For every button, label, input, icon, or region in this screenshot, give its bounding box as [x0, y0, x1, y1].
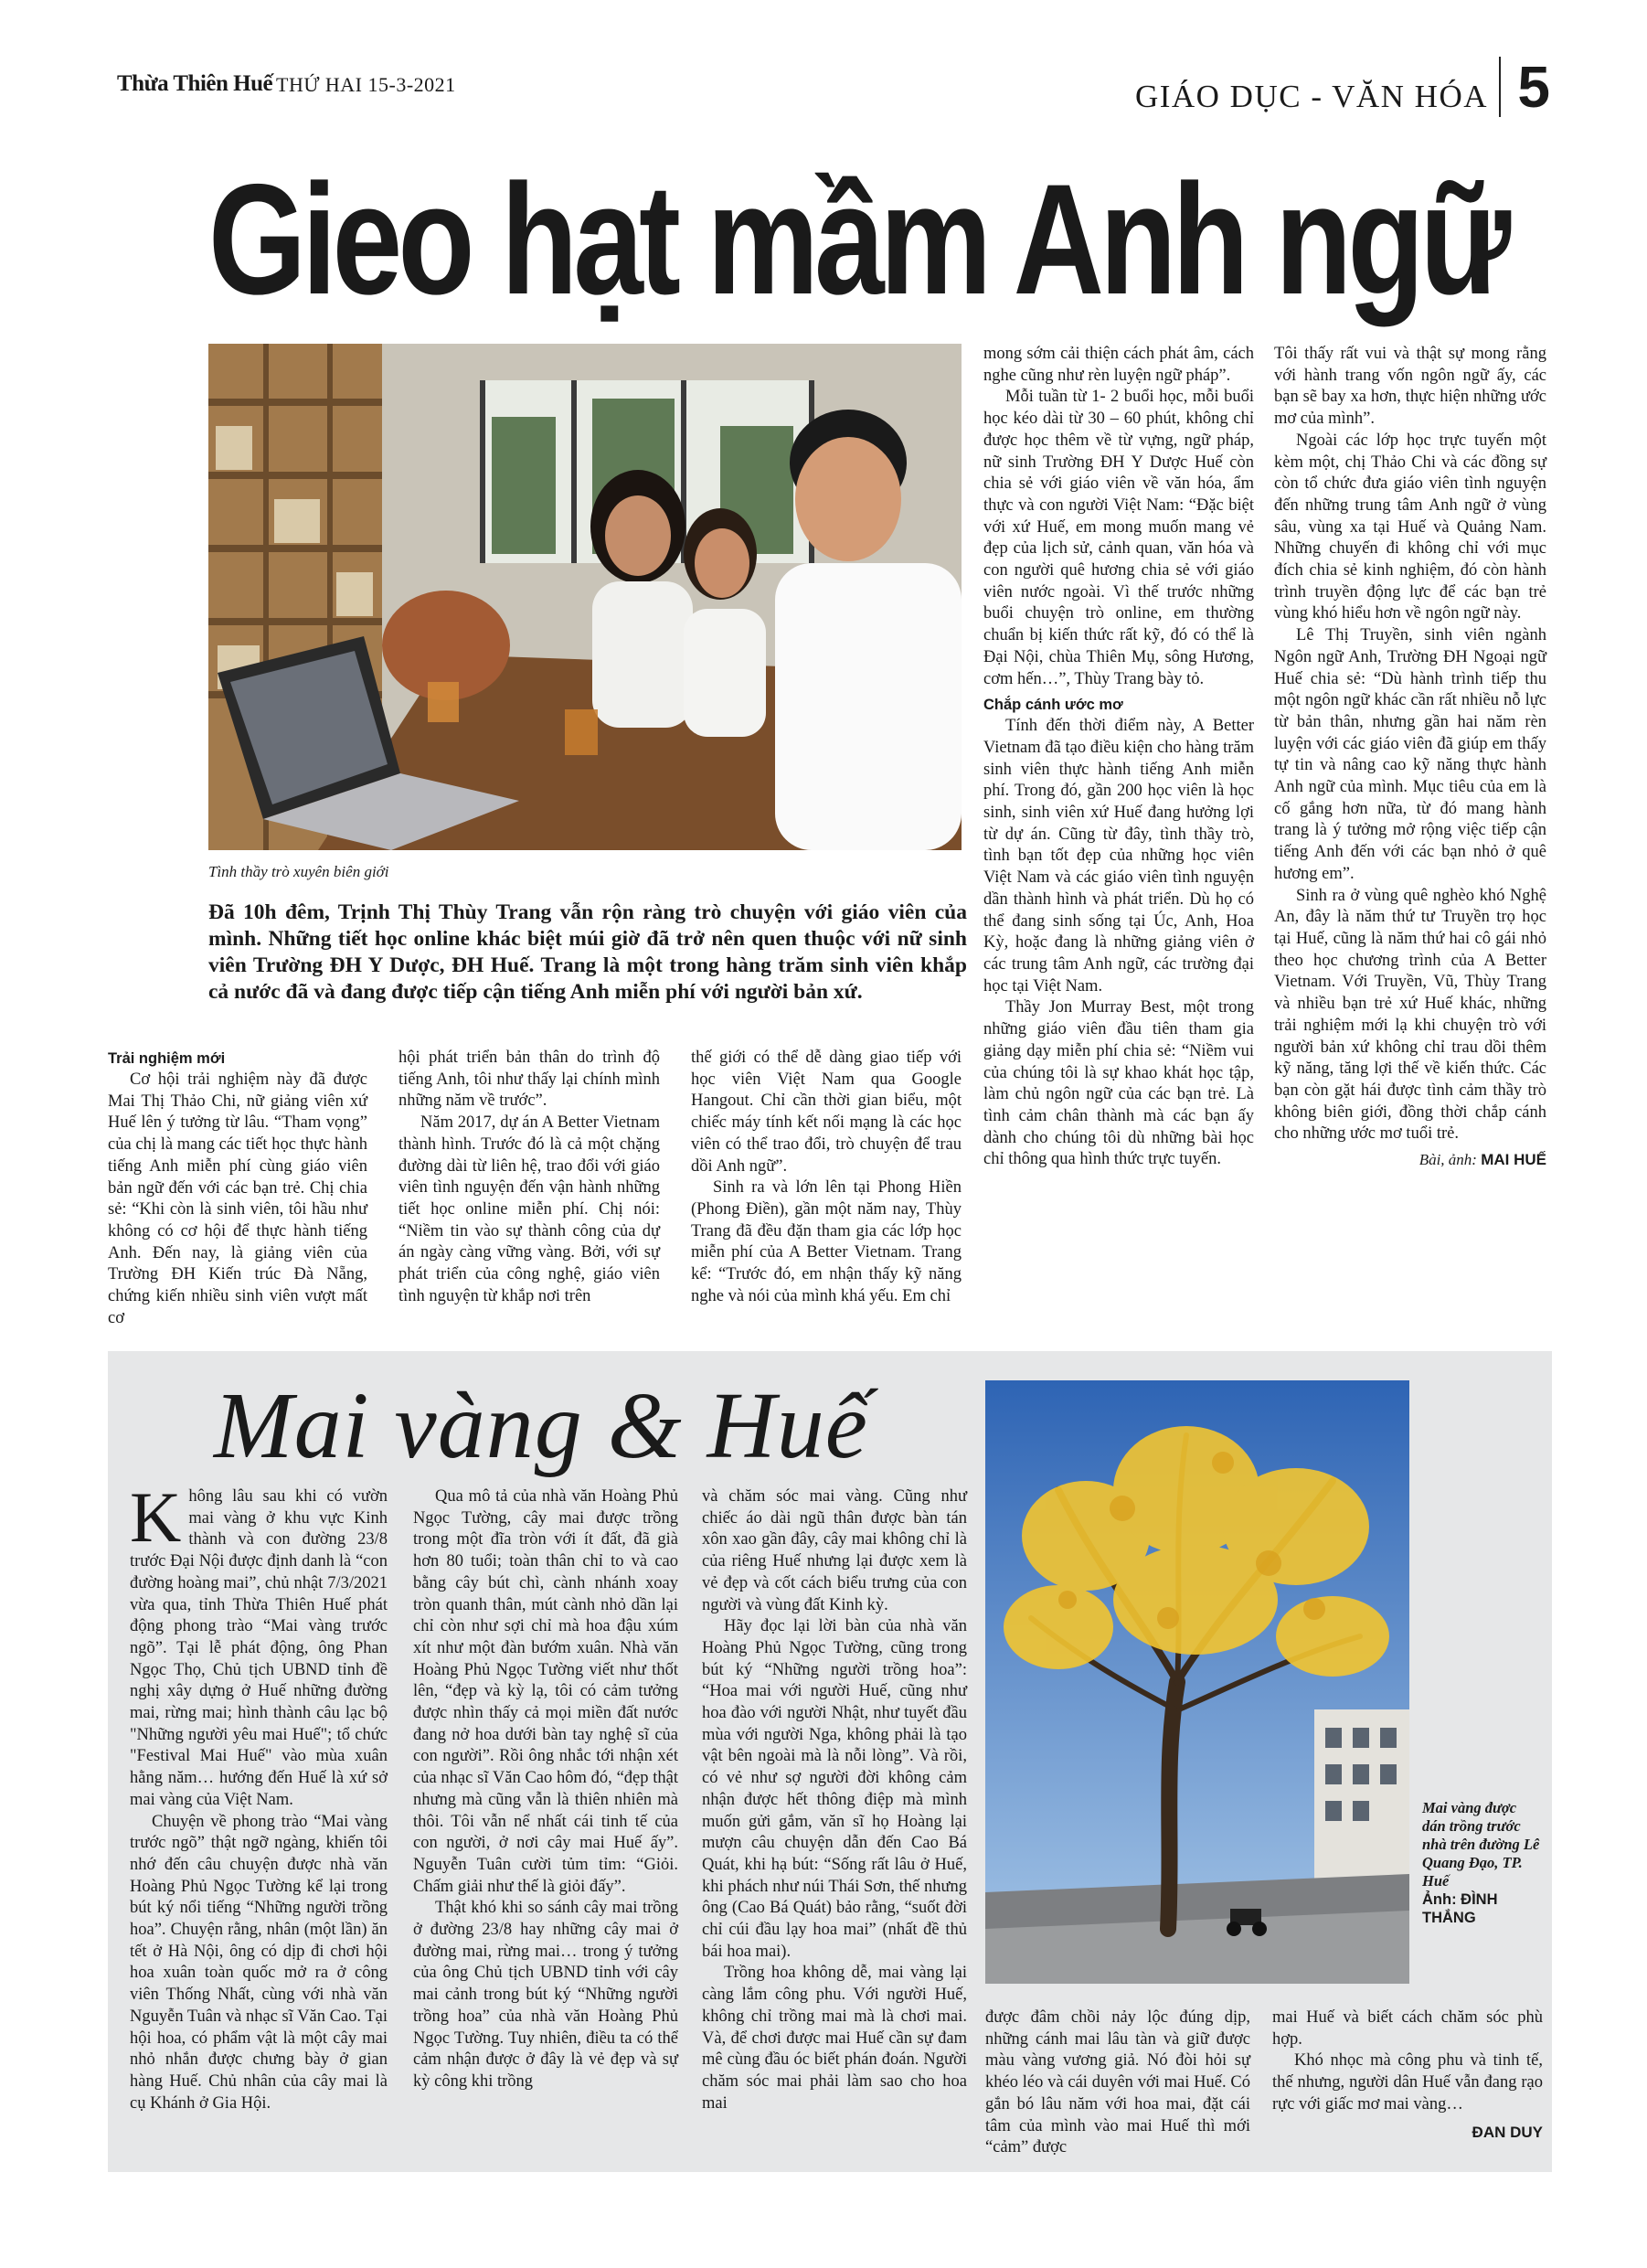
- paragraph: Hãy đọc lại lời bàn của nhà văn Hoàng Phủ Ngọc Tường, cũng trong bút ký “Những người trồng hoa”: “Hoa mai với người Huế, cũng như hoa đào với người Nhật, như tuyết đầu mùa với người Nga, không phải là tạo vật bên ngoài mà là nỗi lòng”. Và rồi, có vẻ như sợ người đời không cảm nhận được hết thông điệp mà mình muốn gửi gắm, văn sĩ họ Hoàng lại mượn câu chuyện dẫn đến Cao Bá Quát, khi hạ bút: “Sống rất lâu ở Huế, khi phách như núi Thái Sơn, thế nhưng ông (Cao Bá Quát) bảo rằng, “suốt đời chỉ cúi đầu lạy hoa mai” (nhất đề thủ bái hoa mai).: [702, 1617, 967, 1961]
- classroom-photo-illustration: [208, 344, 962, 850]
- photo-credit: [1422, 1890, 1543, 1927]
- paragraph: Chuyện về phong trào “Mai vàng trước ngõ” thật ngỡ ngàng, khiến tôi nhớ đến câu chuyện được nhà văn Hoàng Phủ Ngọc Tường kể lại trong bút ký nổi tiếng “Những người trồng hoa”. Chuyện rằng, nhân (một lần) ăn tết ở Hà Nội, ông có dịp đi chơi hội hoa xuân toàn quốc mở ra ở công viên Thống Nhất, cùng với nhà văn Nguyễn Tuân và nhạc sĩ Văn Cao. Tại hội hoa, có phẩm vật là một cây mai nhỏ nhắn được chưng bày ở gian hàng Huế. Chủ nhân của cây mai là cụ Khánh ở Gia Hội.: [130, 1812, 388, 2113]
- story1-column-3: [691, 1048, 962, 1307]
- paragraph: Tôi thấy rất vui và thật sự mong rằng với hành trang vốn ngôn ngữ ấy, các bạn sẽ bay xa hơn, thực hiện những ước mơ của mình”.: [1274, 345, 1546, 429]
- photo-caption: Tình thầy trò xuyên biên giới: [208, 863, 389, 880]
- byline: [1274, 1149, 1546, 1171]
- subhead: Trải nghiệm mới: [108, 1050, 226, 1067]
- byline-name: MAI HUẾ: [1481, 1151, 1546, 1169]
- caption-text: Mai vàng được dán trồng trước nhà trên đường Lê Quang Đạo, TP. Huế: [1422, 1799, 1540, 1890]
- paragraph: Sinh ra ở vùng quê nghèo khó Nghệ An, đây là năm thứ tư Truyền trọ học tại Huế, cũng là năm thứ hai cô gái nhỏ theo học chương trình của A Better Vietnam. Với Truyền, Vũ, Thùy Trang và nhiều bạn trẻ xứ Huế khác, những trải nghiệm mới lạ khi chuyện trò với người bản xứ không chỉ trau dồi thêm kỹ năng, tăng lợi thế về kiến thức. Các bạn còn gặt hái được tình cảm thầy trò không biên giới, đồng thời chắp cánh cho những ước mơ tuổi trẻ.: [1274, 886, 1546, 1144]
- paragraph: [130, 1477, 388, 1812]
- story1-column-1: [108, 1048, 367, 1329]
- paragraph: Qua mô tả của nhà văn Hoàng Phủ Ngọc Tường, cây mai được trồng trong một đĩa tròn với ít đất, đã già hơn 80 tuổi; toàn thân chỉ to và cao bằng cây bút chì, cành nhánh xoay tròn quanh thân, mút cành nhỏ dần lại chỉ còn như sợi chỉ mà hoa đậu xúm xít như một đàn bướm xuân. Nhà văn Hoàng Phủ Ngọc Tường viết như thốt lên, “đẹp và kỳ lạ, tôi có cảm tưởng được nhìn thấy cả mọi miền đất nước đang nở hoa dưới bàn tay nghệ sĩ của con người”. Rồi ông nhắc tới nhận xét của nhạc sĩ Văn Cao hôm đó, “đẹp thật nhưng mà cũng vẫn là thiên nhiên mà thôi. Tôi vẫn nể nhất cái tinh tế của con người, ở nơi cây mai Huế ấy”. Nguyễn Tuân cười tủm tỉm: “Giỏi. Chấm giải như thế là giỏi đấy”.: [413, 1487, 678, 1896]
- story1-column-2: [398, 1048, 660, 1307]
- paragraph: Sinh ra và lớn lên tại Phong Hiền (Phong Điền), gần một năm nay, Thùy Trang đã đều đặn tham gia các lớp học miễn phí của A Better Vietnam. Trang kể: “Trước đó, em nhận thấy kỹ năng nghe và nói của mình khá yếu. Em chỉ: [691, 1178, 962, 1305]
- story2-column-3: [702, 1486, 967, 2114]
- paragraph: thế giới có thể dễ dàng giao tiếp với học viên Việt Nam qua Google Hangout. Chỉ cần thời gian biểu, một chiếc máy tính kết nối mạng là các học viên có thể trao đổi, trò chuyện để trau dồi Anh ngữ”.: [691, 1049, 962, 1176]
- credit-name: ĐÌNH THẮNG: [1422, 1891, 1498, 1926]
- paragraph: hội phát triển bản thân do trình độ tiếng Anh, tôi như thấy lại chính mình những năm về trước”.: [398, 1049, 660, 1111]
- paragraph: Ngoài các lớp học trực tuyến một kèm một, chị Thảo Chi và các đồng sự còn tổ chức đưa giáo viên tình nguyện đến những trung tâm Anh ngữ ở vùng sâu, vùng xa tại Huế và Quảng Nam. Những chuyến đi không chỉ với mục đích chia sẻ kinh nghiệm, đó còn hành trình truyền động lực để các bạn trẻ vùng khó hiểu hơn về ngôn ngữ này.: [1274, 431, 1546, 623]
- apricot-tree-illustration: [985, 1380, 1409, 1984]
- paragraph: Mỗi tuần từ 1- 2 buổi học, mỗi buổi học kéo dài từ 30 – 60 phút, không chỉ được học thêm về từ vựng, ngữ pháp, nữ sinh Trường ĐH Y Dược Huế còn chia sẻ với giáo viên về văn hóa, ẩm thực và con người Việt Nam: “Đặc biệt với xứ Huế, em mong muốn mang vẻ đẹp của lịch sử, cảnh quan, văn hóa và con người quê hương chia sẻ với giáo viên nước ngoài. Vì thế trước những buổi chuyện trò online, em thường chuẩn bị kiến thức rất kỹ, đó có thể là Đại Nội, chùa Thiên Mụ, sông Hương, cơm hến…”, Thùy Trang bày tỏ.: [983, 388, 1254, 688]
- paper-name: Thừa Thiên Huế: [117, 71, 273, 96]
- photo-caption: [1422, 1799, 1543, 1927]
- paragraph: mai Huế và biết cách chăm sóc phù hợp.: [1272, 2008, 1543, 2049]
- classroom-photo: [208, 344, 962, 850]
- paragraph: Khó nhọc mà công phu và tinh tế, thế nhưng, người dân Huế vẫn đang rạo rực với giấc mơ mai vàng…: [1272, 2051, 1543, 2114]
- masthead: [117, 54, 1550, 121]
- apricot-tree-photo: [985, 1380, 1409, 1984]
- paragraph: Thầy Jon Murray Best, một trong những giáo viên đầu tiên tham gia giảng dạy miễn phí chia sẻ: “Niềm vui của chúng tôi là sự khao khát học tập, làm chủ ngôn ngữ của các bạn trẻ. Là tình cảm chân thành mà các bạn ấy dành cho chúng tôi dù những bài học chỉ thông qua hình thức trực tuyến.: [983, 998, 1254, 1169]
- story2-column-2: [413, 1486, 678, 2093]
- drop-cap: K: [130, 1477, 182, 1557]
- section-divider: [1499, 57, 1501, 117]
- paragraph: Tính đến thời điểm này, A Better Vietnam đã tạo điều kiện cho hàng trăm sinh viên thực hành tiếng Anh miễn phí. Trong đó, gần 200 học viên là học sinh, sinh viên xứ Huế đang hưởng lợi từ dự án. Cũng từ đây, tình thầy trò, tình bạn tốt đẹp của những học viên Việt Nam và các giáo viên tình nguyện dần thành hình và phát triển. Dù họ có thể đang sinh sống tại Úc, Anh, Hoa Kỳ, hoặc đang là những giảng viên ở các trung tâm Anh ngữ, các trường đại học tại Việt Nam.: [983, 717, 1254, 996]
- headline: Gieo hạt mầm Anh ngữ: [208, 152, 1507, 327]
- lead-paragraph: Đã 10h đêm, Trịnh Thị Thùy Trang vẫn rộn ràng trò chuyện với giáo viên của mình. Những tiết học online khác biệt múi giờ đã trở nên quen thuộc với nữ sinh viên Trường ĐH Y Dược, ĐH Huế. Trang là một trong hàng trăm sinh viên khắp cả nước đã và đang được tiếp cận tiếng Anh miễn phí với người bản xứ.: [208, 900, 967, 1004]
- subhead: Chắp cánh ước mơ: [983, 697, 1123, 714]
- page-number: 5: [1517, 54, 1550, 120]
- paragraph: Cơ hội trải nghiệm này đã được Mai Thị Thảo Chi, nữ giảng viên xứ Huế lên ý tưởng từ lâu. “Tham vọng” của chị là mang các tiết học thực hành tiếng Anh miễn phí cùng giáo viên bản ngữ đến với các bạn trẻ. Chị chia sẻ: “Khi còn là sinh viên, tôi hầu như không có cơ hội để thực hành tiếng Anh. Đến nay, là giảng viên của Trường ĐH Kiến trúc Đà Nẵng, chứng kiến nhiều sinh viên vượt mất cơ: [108, 1070, 367, 1327]
- story2-column-1: [130, 1477, 388, 2114]
- byline-prefix: Bài, ảnh:: [1419, 1151, 1482, 1169]
- paragraph: được đâm chồi nảy lộc đúng dịp, những cánh mai lâu tàn và giữ được màu vàng vương giả. Nó đòi hỏi sự khéo léo và cái duyên với mai Huế. Có gắn bó lâu năm với hoa mai, đặt cái tâm của mình vào mai Huế thì mới “cảm” được: [985, 2008, 1250, 2157]
- paragraph: Năm 2017, dự án A Better Vietnam thành hình. Trước đó là cả một chặng đường dài từ liên hệ, trao đổi với giáo viên tình nguyện đến vận hành những tiết học online miễn phí. Chị nói: “Niềm tin vào sự thành công của dự án ngày càng vững vàng. Bởi, với sự phát triển của công nghệ, giáo viên tình nguyện từ khắp nơi trên: [398, 1113, 660, 1305]
- story2-column-5: [1272, 2007, 1543, 2143]
- paragraph: Lê Thị Truyền, sinh viên ngành Ngôn ngữ Anh, Trường ĐH Ngoại ngữ Huế chia sẻ: “Dù hành trình tiếp thu một ngôn ngữ khác cần rất nhiều nỗ lực từ bản thân, nhưng gần hai năm rèn luyện với các giáo viên đã giúp em thấy tự tin và nâng cao kỹ năng thực hành Anh ngữ của mình. Mục tiêu của em là cố gắng hơn nữa, từ đó mang hành trang là ý tưởng mở rộng việc tiếp cận tiếng Anh đến với các bạn nhỏ ở quê hương em”.: [1274, 626, 1546, 883]
- section-name: GIÁO DỤC - VĂN HÓA: [1134, 79, 1488, 114]
- paragraph: Thật khó khi so sánh cây mai trồng ở đường 23/8 hay những cây mai ở đường mai, rừng mai… trong ý tưởng của ông Chủ tịch UBND tỉnh với cây mai cảnh trong bút ký “Những người trồng hoa” của nhà văn Hoàng Phủ Ngọc Tường. Tuy nhiên, điều ta có thể cảm nhận được ở đây là vẻ đẹp và sự kỳ công khi trồng: [413, 1899, 678, 2091]
- paragraph-text: hông lâu sau khi có vườn mai vàng ở khu vực Kinh thành và con đường 23/8 trước Đại Nội được định danh là “con đường hoàng mai”, chủ nhật 7/3/2021 vừa qua, tỉnh Thừa Thiên Huế phát động phong trào “Mai vàng trước ngõ”. Tại lễ phát động, ông Phan Ngọc Thọ, Chủ tịch UBND tỉnh đề nghị xây dựng ở Huế những đường mai, rừng mai; hình thành câu lạc bộ "Những người yêu mai Huế"; tổ chức "Festival Mai Huế" vào mùa xuân hằng năm… hướng đến Huế là xứ sở mai vàng của Việt Nam.: [130, 1487, 388, 1809]
- feature-title: Mai vàng & Huế: [214, 1373, 868, 1478]
- paragraph: và chăm sóc mai vàng. Cũng như chiếc áo dài ngũ thân được bàn tán xôn xao gần đây, cây mai không chỉ là của riêng Huế nhưng lại được xem là vẻ đẹp và cốt cách biểu trưng của con người và vùng đất Kinh kỳ.: [702, 1487, 967, 1614]
- paragraph: Trồng hoa không dễ, mai vàng lại càng lắm công phu. Với người Huế, không chỉ trồng mai mà là chơi mai. Và, để chơi được mai Huế cần sự đam mê cùng đầu óc biết phán đoán. Người chăm sóc mai phải làm sao cho hoa mai: [702, 1964, 967, 2113]
- author-name: ĐAN DUY: [1472, 2123, 1543, 2141]
- credit-label: Ảnh:: [1422, 1891, 1457, 1908]
- story2-column-4: [985, 2007, 1250, 2159]
- story1-column-4: [983, 344, 1254, 1171]
- story1-column-5: [1274, 344, 1546, 1171]
- issue-date: THỨ HAI 15-3-2021: [276, 73, 456, 96]
- paragraph: mong sớm cải thiện cách phát âm, cách nghe cũng như rèn luyện ngữ pháp”.: [983, 345, 1254, 385]
